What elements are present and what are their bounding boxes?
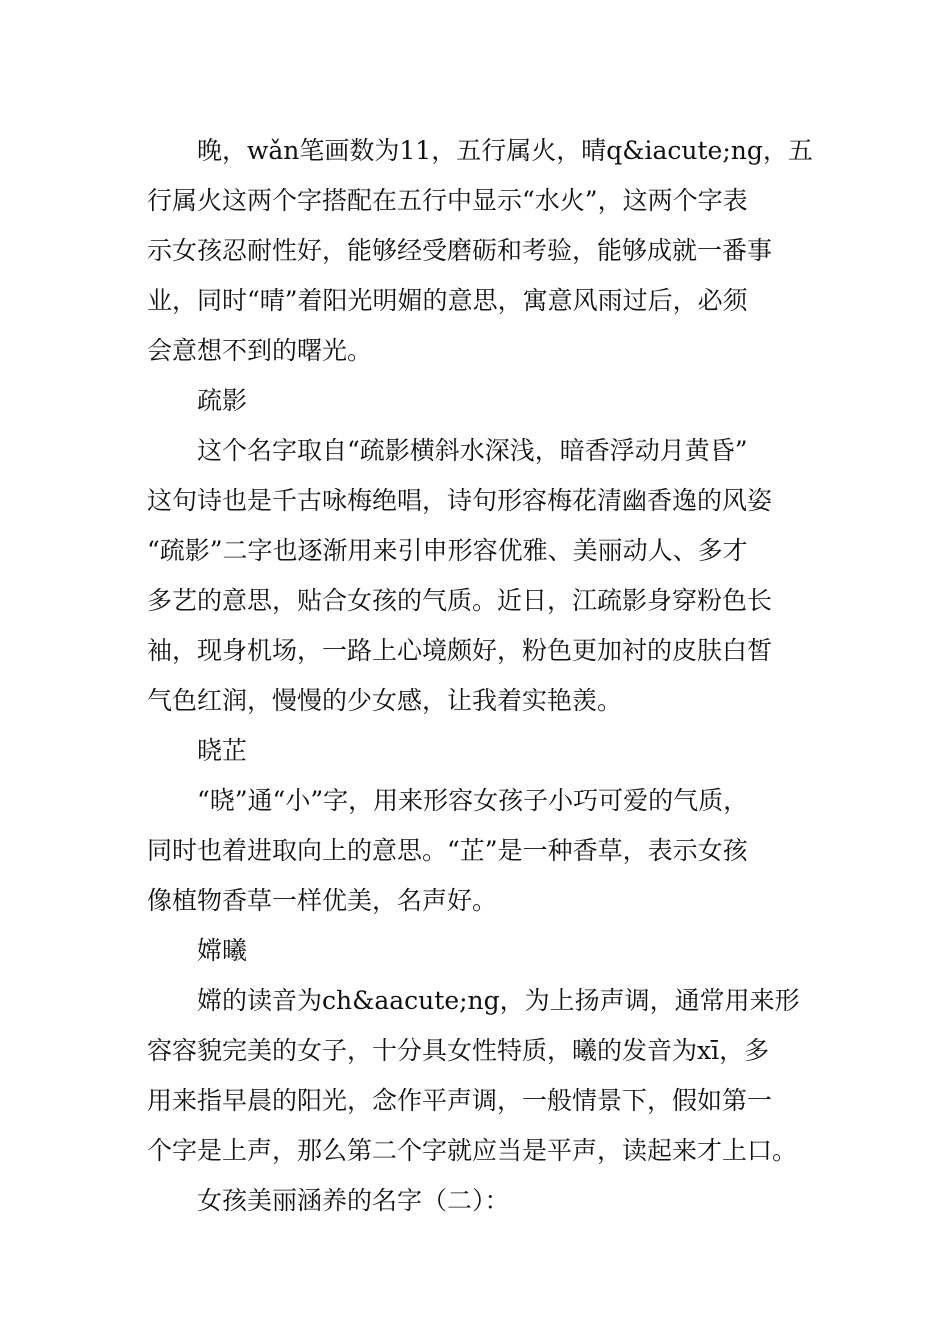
paragraph-shuying-line-1: 这个名字取自“疏影横斜水深浅，暗香浮动月黄昏” [147,436,748,465]
paragraph-shuying-line-2: 这句诗也是千古咏梅绝唱，诗句形容梅花清幽香逸的风姿 [147,486,773,515]
paragraph-changxi-line-2: 容容貌完美的女子，十分具女性特质，曦的发音为xī，多 [147,1036,770,1065]
name-heading-xiaozhi: 晓芷 [147,736,248,765]
paragraph-shuying-line-3: “疏影”二字也逐渐用来引申形容优雅、美丽动人、多才 [147,536,748,565]
paragraph-changxi-line-4: 个字是上声，那么第二个字就应当是平声，读起来才上口。 [147,1136,798,1165]
paragraph-xiaozhi-line-2: 同时也着进取向上的意思。“芷”是一种香草，表示女孩 [147,836,748,865]
paragraph-shuying-line-5: 袖，现身机场，一路上心境颇好，粉色更加衬的皮肤白皙 [147,636,773,665]
name-heading-shuying: 疏影 [147,386,248,415]
paragraph-wan-qing-line-1: 晚，wǎn笔画数为11，五行属火，晴q&iacute;ng，五 [147,136,813,165]
paragraph-changxi-line-3: 用来指早晨的阳光，念作平声调，一般情景下，假如第一 [147,1086,773,1115]
paragraph-changxi-line-1: 嫦的读音为ch&aacute;ng，为上扬声调，通常用来形 [147,986,800,1015]
section-heading: 女孩美丽涵养的名字（二）： [147,1186,510,1215]
paragraph-wan-qing-line-5: 会意想不到的曙光。 [147,336,373,365]
paragraph-wan-qing-line-3: 示女孩忍耐性好，能够经受磨砺和考验，能够成就一番事 [147,236,773,265]
paragraph-shuying-line-6: 气色红润，慢慢的少女感，让我着实艳羡。 [147,686,623,715]
name-heading-changxi: 嫦曦 [147,936,248,965]
paragraph-shuying-line-4: 多艺的意思，贴合女孩的气质。近日，江疏影身穿粉色长 [147,586,773,615]
paragraph-wan-qing-line-2: 行属火这两个字搭配在五行中显示“水火”，这两个字表 [147,186,748,215]
paragraph-xiaozhi-line-3: 像植物香草一样优美，名声好。 [147,886,498,915]
paragraph-wan-qing-line-4: 业，同时“晴”着阳光明媚的意思，寓意风雨过后，必须 [147,286,748,315]
paragraph-xiaozhi-line-1: “晓”通“小”字，用来形容女孩子小巧可爱的气质， [147,786,749,815]
